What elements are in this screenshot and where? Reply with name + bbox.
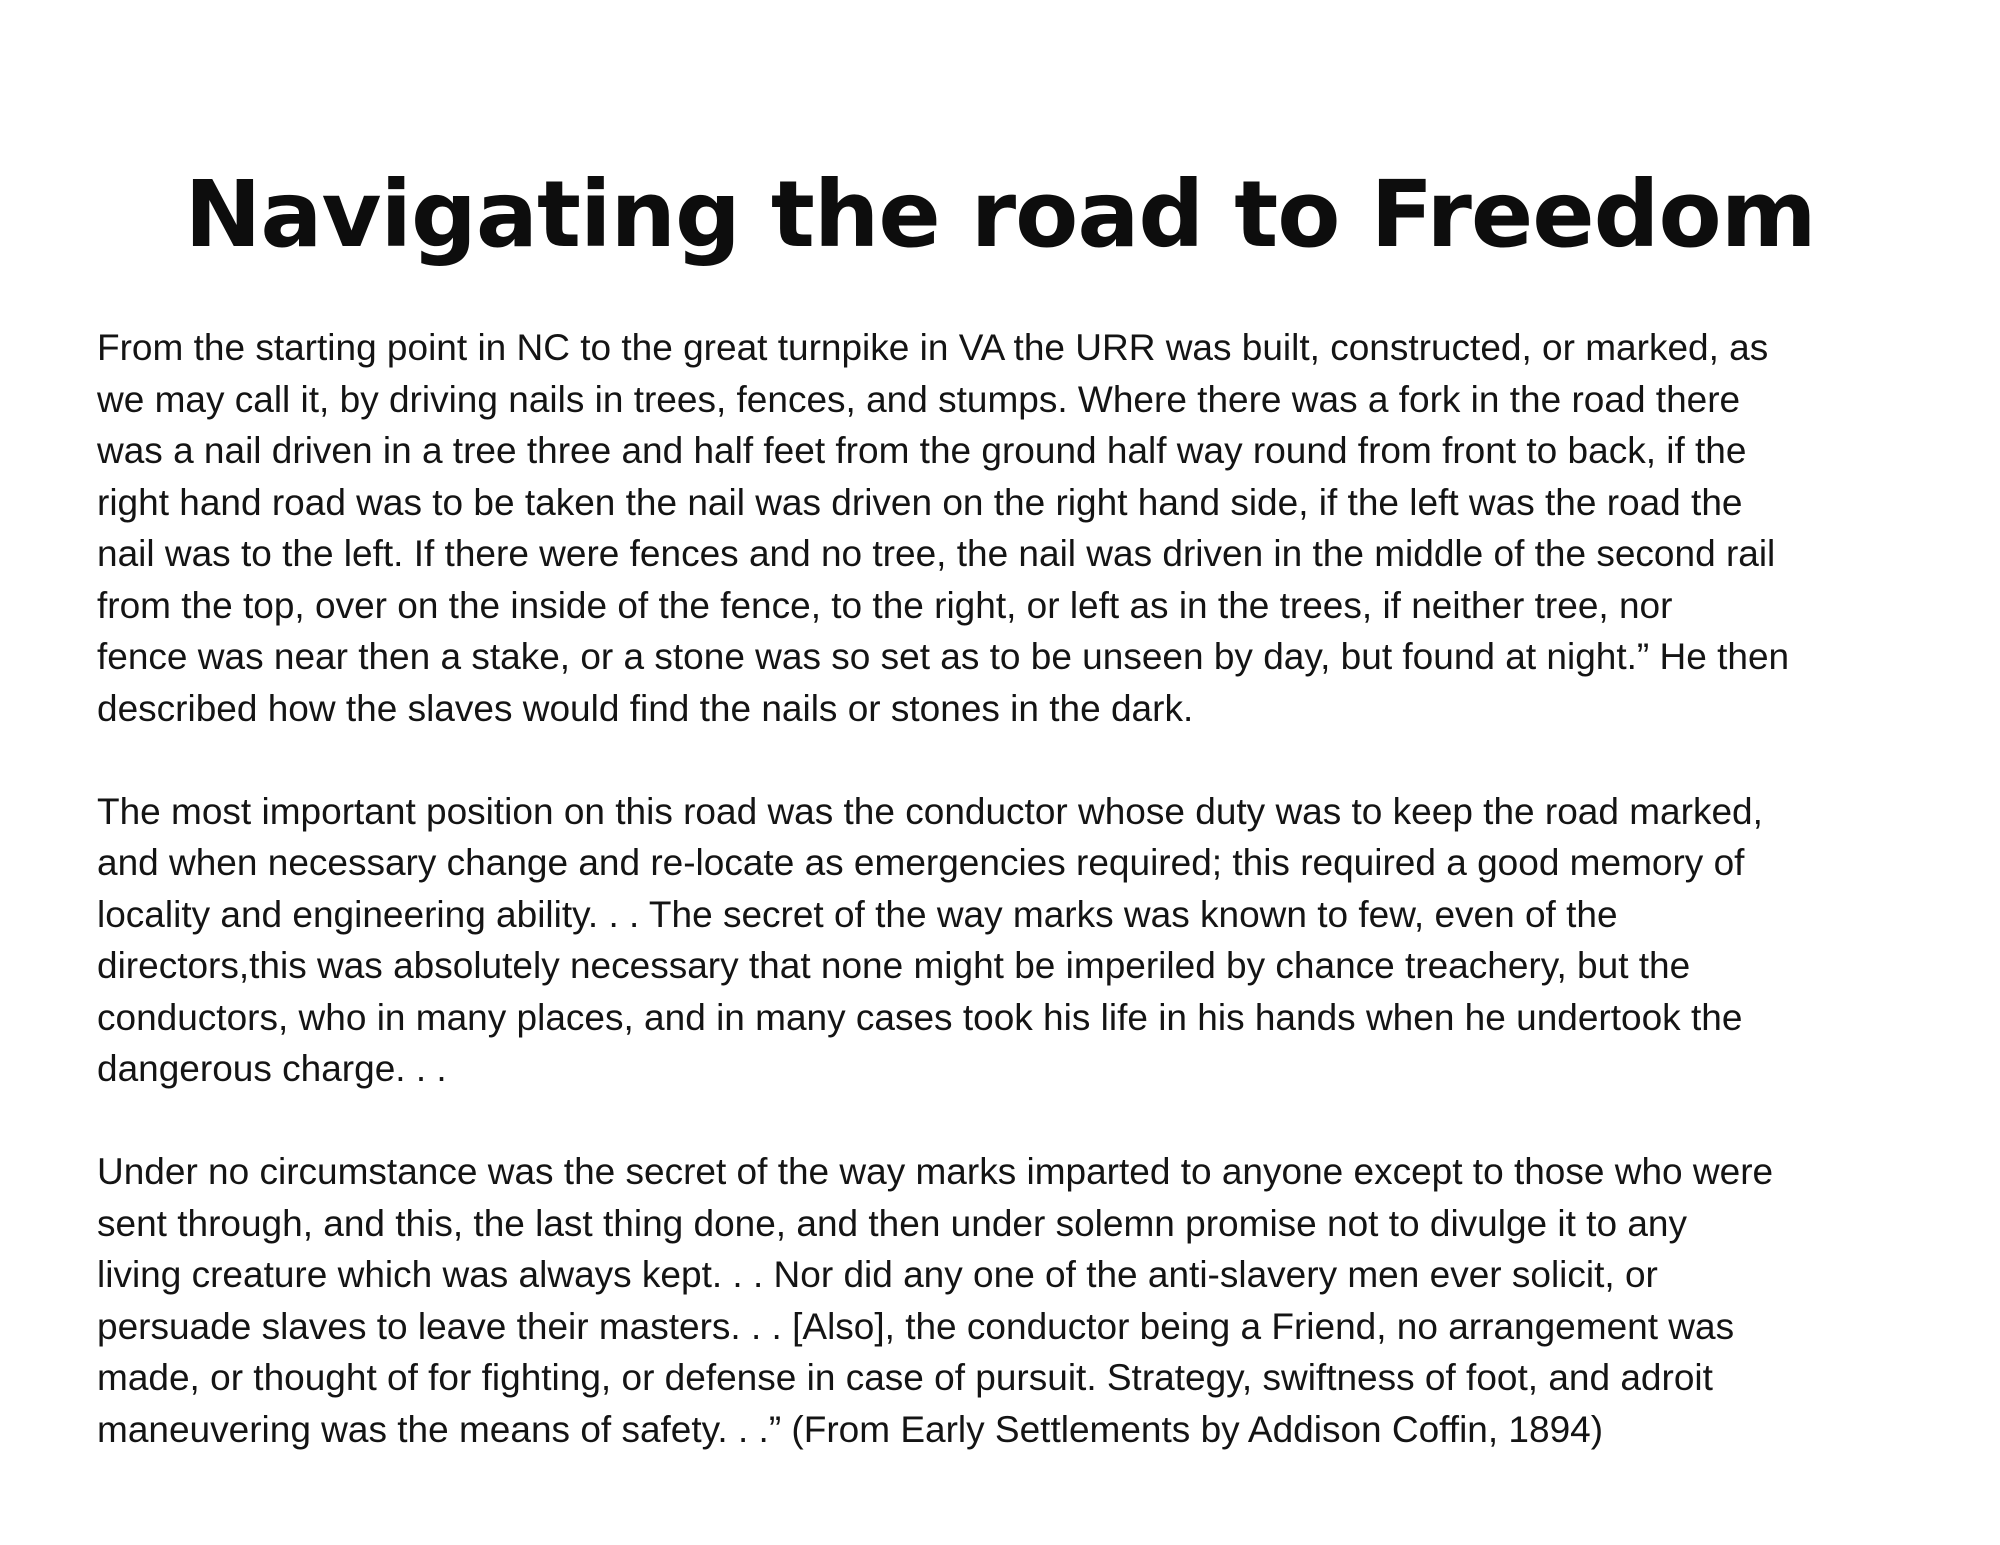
page-title: Navigating the road to Freedom: [184, 161, 1816, 268]
text-line: from the top, over on the inside of the fence, to the right, or left as in the trees, if neither tree, nor: [97, 584, 1673, 626]
text-line: was a nail driven in a tree three and half feet from the ground half way round from front to back, if the: [97, 430, 1747, 471]
text-line: dangerous charge. . .: [97, 1048, 447, 1089]
text-line: Under no circumstance was the secret of the way marks imparted to anyone except to those who were: [97, 1151, 1774, 1192]
text-line: directors,this was absolutely necessary that none might be imperiled by chance treachery, but the: [97, 945, 1691, 986]
text-line: and when necessary change and re-locate as emergencies required; this required a good memory of: [97, 842, 1745, 883]
text-line: The most important position on this road was the conductor whose duty was to keep the road marked,: [97, 790, 1763, 832]
text-line: nail was to the left. If there were fences and no tree, the nail was driven in the middle of the second rail: [97, 533, 1776, 574]
text-line: described how the slaves would find the nails or stones in the dark.: [97, 687, 1194, 729]
text-line: made, or thought of for fighting, or defense in case of pursuit. Strategy, swiftness of foot, and adroit: [97, 1357, 1713, 1398]
paragraph-road-markings: [97, 322, 1947, 734]
text-line: From the starting point in NC to the great turnpike in VA the URR was built, constructed, or marked, as: [97, 327, 1769, 368]
text-line: conductors, who in many places, and in many cases took his life in his hands when he undertook the: [97, 996, 1743, 1038]
text-line: living creature which was always kept. . . Nor did any one of the anti-slavery men ever solicit, or: [97, 1254, 1658, 1295]
text-line: fence was near then a stake, or a stone was so set as to be unseen by day, but found at night.” He then: [97, 636, 1790, 677]
text-line: locality and engineering ability. . . The secret of the way marks was known to few, even of the: [97, 893, 1618, 935]
paragraph-secrecy: [97, 1146, 1947, 1455]
document-body: [97, 322, 1947, 1507]
text-line: persuade slaves to leave their masters. . . [Also], the conductor being a Friend, no arrangement was: [97, 1305, 1735, 1347]
text-line: maneuvering was the means of safety. . .” (From Early Settlements by Addison Coffin, 1894): [97, 1408, 1604, 1450]
text-line: right hand road was to be taken the nail was driven on the right hand side, if the left was the road the: [97, 481, 1743, 523]
text-line: sent through, and this, the last thing done, and then under solemn promise not to divulge it to any: [97, 1202, 1687, 1244]
paragraph-conductor: [97, 786, 1947, 1095]
text-line: we may call it, by driving nails in trees, fences, and stumps. Where there was a fork in the road there: [97, 378, 1741, 420]
